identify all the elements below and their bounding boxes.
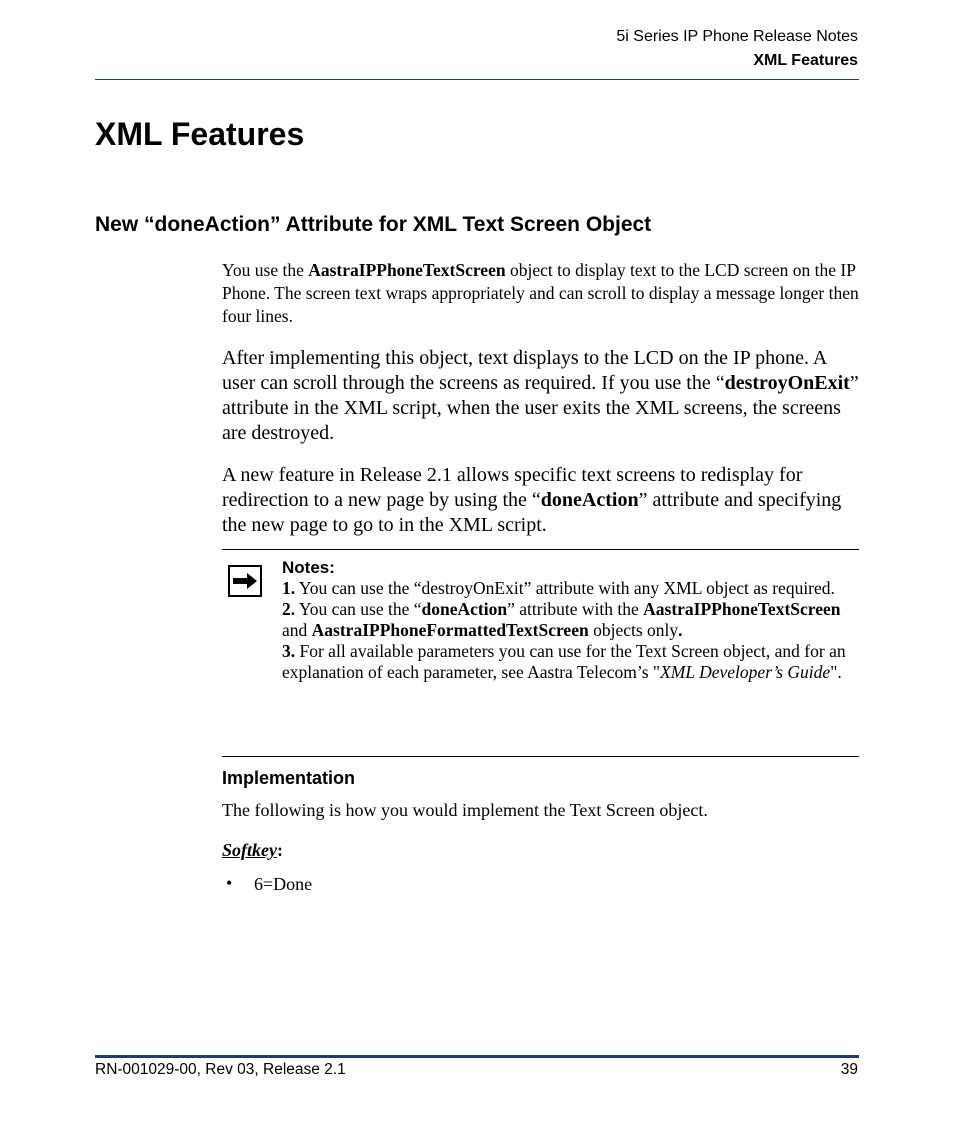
section-heading: New “doneAction” Attribute for XML Text Screen Object [95,213,652,236]
arrow-glyph [232,572,258,590]
notes-bottom-rule [222,756,859,757]
intro-paragraph: You use the AastraIPPhoneTextScreen object to display text to the LCD screen on the IP Phone. The screen text wraps appropriately and can scroll to display a message longer then four lines. [222,260,859,326]
softkey-list-item: 6=Done [254,874,313,894]
footer-doc-id: RN-001029-00, Rev 03, Release 2.1 [95,1061,346,1078]
note-item-2: 2. You can use the “doneAction” attribute with the AastraIPPhoneTextScreen and AastraIPPhoneFormattedTextScreen objects only. [282,599,841,640]
footer-divider [95,1055,859,1058]
done-action-paragraph: A new feature in Release 2.1 allows specific text screens to redisplay for redirection to a new page by using the “doneAction” attribute and specifying the new page to go to in the XML script. [222,464,842,536]
bullet-icon: • [226,873,233,893]
implementation-heading: Implementation [222,768,356,788]
notes-top-rule [222,549,859,550]
notes-block [282,557,860,683]
header-doc-title: 5i Series IP Phone Release Notes [616,28,858,45]
note-item-1: 1. You can use the “destroyOnExit” attribute with any XML object as required. [282,578,835,598]
note-item-3: 3. For all available parameters you can use for the Text Screen object, and for an explanation of each parameter, see Aastra Telecom’s "XML Developer’s Guide". [282,641,846,682]
implementation-text: The following is how you would implement the Text Screen object. [222,800,708,820]
destroy-on-exit-paragraph: After implementing this object, text displays to the LCD on the IP phone. A user can scroll through the screens as required. If you use the “destroyOnExit” attribute in the XML script, when the user exits the XML screens, the screens are destroyed. [222,347,859,444]
softkey-label: Softkey: [222,840,283,860]
header-section: XML Features [753,52,858,69]
notes-title: Notes: [282,558,335,577]
page-number: 39 [840,1061,858,1078]
right-arrow-icon [228,565,262,597]
page-title: XML Features [95,116,305,152]
header-divider [95,79,859,80]
